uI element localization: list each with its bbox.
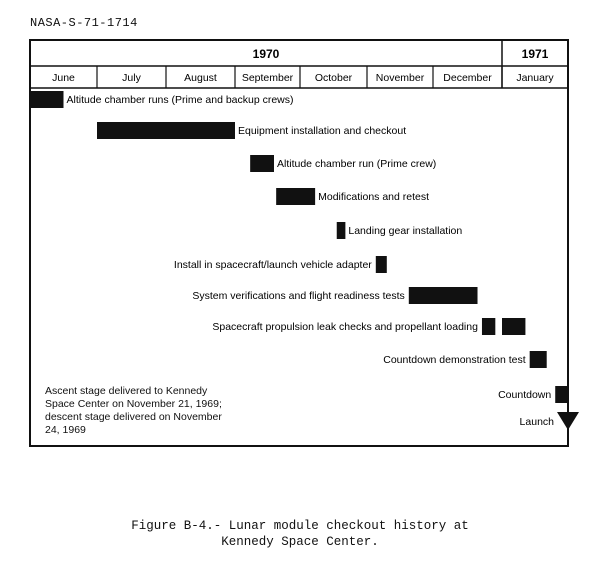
task-bar — [530, 351, 547, 368]
task-label: Altitude chamber runs (Prime and backup crews) — [66, 94, 294, 106]
month-label: January — [516, 72, 554, 84]
month-label: July — [122, 72, 141, 84]
year-label: 1970 — [252, 47, 280, 61]
task-bar — [482, 318, 495, 335]
task-bar — [376, 256, 387, 273]
month-label: June — [52, 72, 75, 84]
document-id: NASA-S-71-1714 — [30, 16, 138, 30]
note-line: 24, 1969 — [45, 424, 86, 436]
task-label: Altitude chamber run (Prime crew) — [277, 158, 437, 170]
task-bar — [97, 122, 235, 139]
caption-line-2: Kennedy Space Center. — [221, 535, 379, 549]
task-label: Modifications and retest — [318, 191, 430, 203]
task-label: System verifications and flight readiness tests — [192, 290, 405, 302]
task-bar — [409, 287, 478, 304]
month-label: November — [375, 72, 425, 84]
task-bar — [30, 91, 64, 108]
task-label: Equipment installation and checkout — [238, 125, 407, 137]
note-line: Ascent stage delivered to Kennedy — [45, 385, 208, 397]
note-line: Space Center on November 21, 1969; — [45, 398, 222, 410]
year-label: 1971 — [521, 47, 549, 61]
task-label: Spacecraft propulsion leak checks and propellant loading — [212, 321, 478, 333]
month-label: December — [443, 72, 492, 84]
task-label: Landing gear installation — [348, 225, 463, 237]
task-bar — [250, 155, 274, 172]
note-line: descent stage delivered on November — [45, 411, 222, 423]
task-label: Countdown — [498, 389, 552, 401]
figure-caption — [0, 518, 600, 550]
delivery-note — [45, 385, 265, 437]
month-label: September — [241, 72, 294, 84]
task-bar — [337, 222, 346, 239]
launch-marker-icon — [557, 412, 579, 430]
caption-line-1: Figure B-4.- Lunar module checkout history at — [131, 519, 469, 533]
task-bar — [276, 188, 315, 205]
month-label: August — [184, 72, 217, 84]
task-bar — [555, 386, 568, 403]
task-bar — [502, 318, 525, 335]
month-label: October — [314, 72, 353, 84]
task-label: Countdown demonstration test — [383, 354, 526, 366]
milestone-label: Launch — [519, 416, 554, 428]
task-label: Install in spacecraft/launch vehicle adapter — [173, 259, 372, 271]
